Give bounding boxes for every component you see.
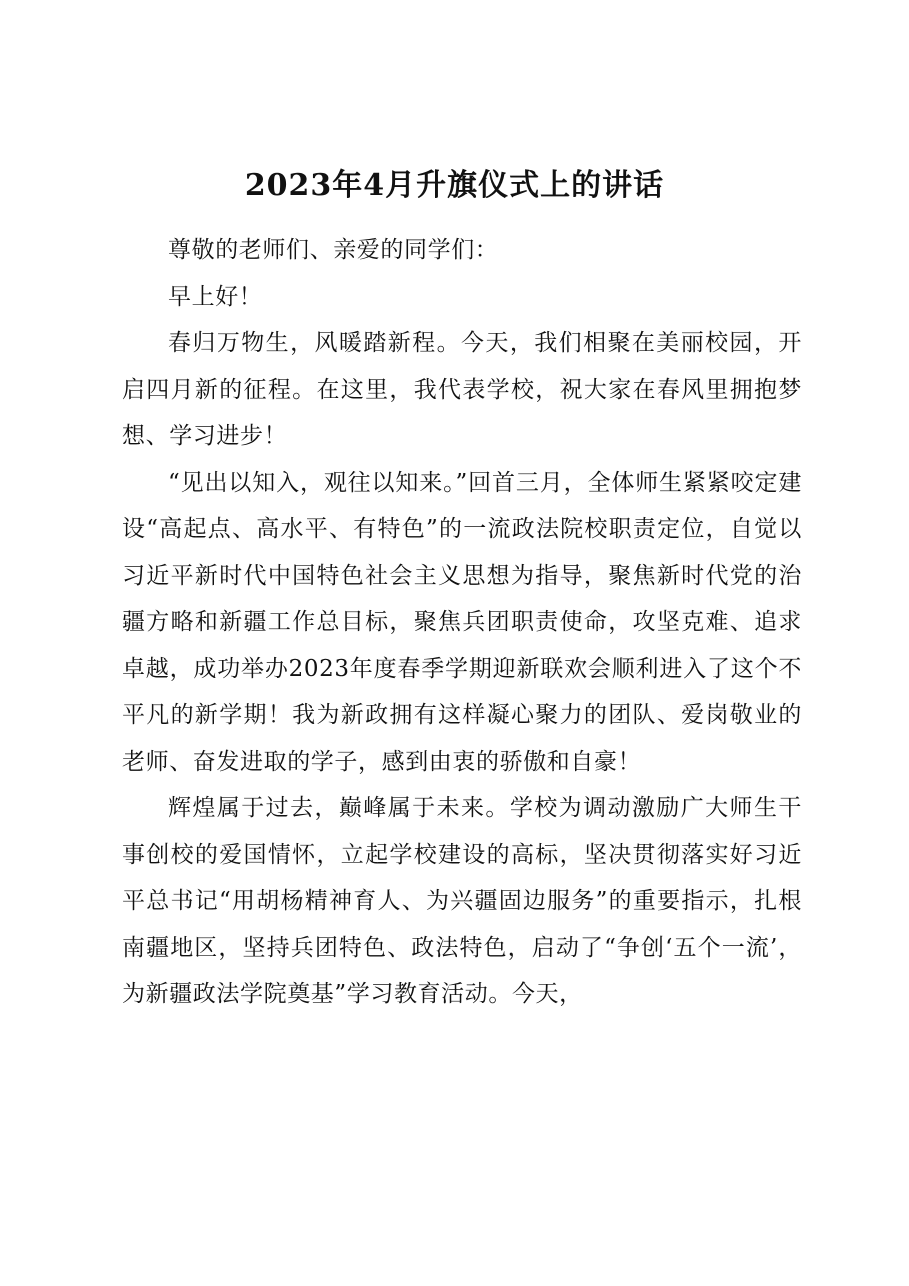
paragraph-salutation: 尊敬的老师们、亲爱的同学们： (168, 237, 499, 263)
paragraph-greeting: 早上好！ (168, 283, 263, 310)
document-title: 2023年4月升旗仪式上的讲话 (244, 168, 665, 203)
paragraph-review: “见出以知入，观往以知来。”回首三月，全体师生紧紧咬定建设“高起点、高水平、有特色”的一流政法院校职责定位，自觉以习近平新时代中国特色社会主义思想为指导，聚焦新时代党的治疆方略和新疆工作总目标，聚焦兵团职责使命，攻坚克难、追求卓越，成功举办2023年度春季学期迎新联欢会顺利进入了这个不平凡的新学期！我为新政拥有这样凝心聚力的团队、爱岗敬业的老师、奋发进取的学子，感到由衷的骄傲和自豪！ (122, 469, 802, 775)
paragraph-future: 辉煌属于过去，巅峰属于未来。学校为调动激励广大师生干事创校的爱国情怀，立起学校建设的高标，坚决贯彻落实好习近平总书记“用胡杨精神育人、为兴疆固边服务”的重要指示，扎根南疆地区，坚持兵团特色、政法特色，启动了“争创‘五个一流’，为新疆政法学院奠基”学习教育活动。今天， (122, 795, 802, 1007)
document-body (122, 227, 802, 1018)
paragraph-opening: 春归万物生，风暖踏新程。今天，我们相聚在美丽校园，开启四月新的征程。在这里，我代表学校，祝大家在春风里拥抱梦想、学习进步！ (122, 330, 802, 449)
